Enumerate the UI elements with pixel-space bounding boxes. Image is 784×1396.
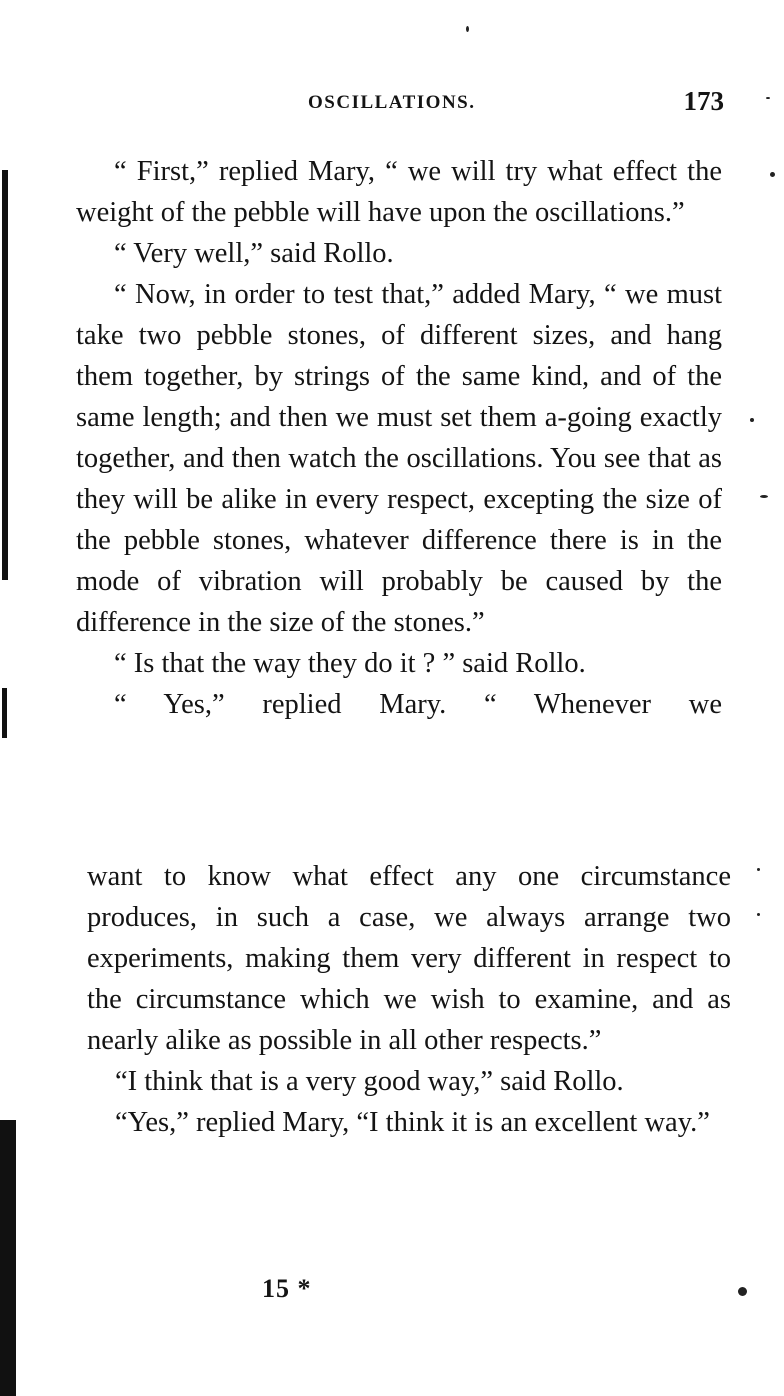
paragraph: “Yes,” replied Mary, “I think it is an excellent way.” [115, 1107, 710, 1138]
scan-speck [750, 418, 754, 422]
page-number: 173 [683, 86, 724, 116]
running-head: OSCILLATIONS. [308, 92, 476, 113]
paragraph: “I think that is a very good way,” said Rollo. [115, 1066, 624, 1097]
body-text-lower [87, 856, 731, 1143]
paragraph-continued: want to know what effect any one circumstance produces, in such a case, we always arrange two experiments, making them very different in respect to the circumstance which we wish to examine, and as nearly alike as possible in all other respects.” [87, 861, 731, 1056]
scan-speck [766, 97, 770, 99]
signature-mark: 15 * [262, 1274, 312, 1303]
paragraph: “ First,” replied Mary, “ we will try what effect the weight of the pebble will have upon the oscillations.” [76, 156, 722, 228]
scan-edge-mark-middle [2, 688, 7, 738]
body-text-upper [76, 151, 722, 725]
scan-speck [760, 495, 768, 498]
paragraph: “ Is that the way they do it ? ” said Rollo. [114, 648, 586, 679]
scan-edge-mark-bottom [0, 1120, 16, 1396]
page-header [76, 86, 724, 122]
paragraph: “ Yes,” replied Mary. “ Whenever we [114, 689, 722, 720]
scan-speck [466, 26, 469, 32]
scan-speck [738, 1287, 747, 1296]
scan-speck [757, 913, 760, 916]
scan-edge-mark-top [2, 170, 8, 580]
paragraph: “ Now, in order to test that,” added Mary, “ we must take two pebble stones, of different sizes, and hang them together, by strings of the same kind, and of the same length; and then we must set them a-going exactly together, and then watch the oscillations. You see that as they will be alike in every respect, excepting the size of the pebble stones, whatever difference there is in the mode of vibration will probably be caused by the difference in the size of the stones.” [76, 279, 722, 638]
paragraph: “ Very well,” said Rollo. [114, 238, 394, 269]
scan-speck [757, 868, 760, 871]
scan-speck [770, 172, 775, 177]
